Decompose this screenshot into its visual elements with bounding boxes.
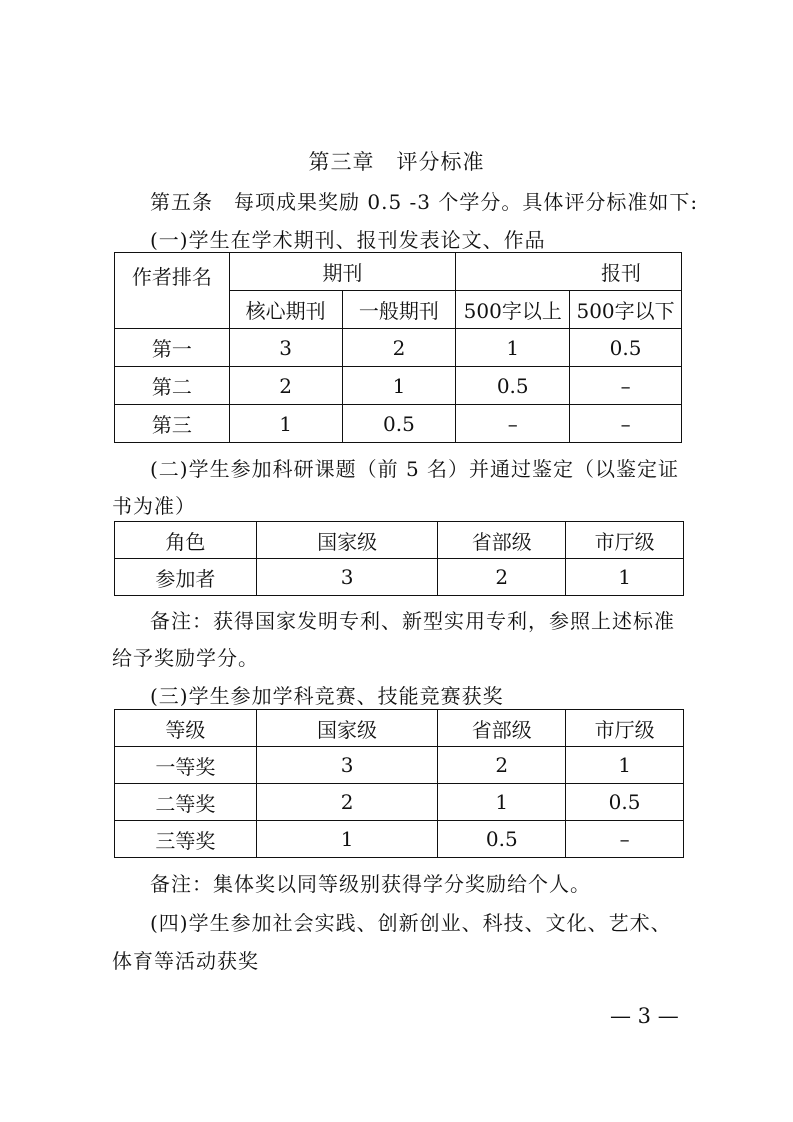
over-500-words-header: 500字以上 (456, 291, 570, 329)
table-cell: – (566, 821, 684, 858)
table-header-row (115, 710, 684, 747)
table-cell: 二等奖 (115, 784, 257, 821)
table-cell: 2 (438, 747, 566, 784)
table-row (115, 405, 682, 443)
journal-group-header: 期刊 (229, 253, 456, 291)
table-cell: 0.5 (438, 821, 566, 858)
table-cell: 1 (456, 329, 570, 367)
chapter-heading: 第三章 评分标准 (308, 150, 485, 174)
table-row (115, 559, 684, 596)
table-cell: 3 (256, 747, 438, 784)
table-cell: 第一 (115, 329, 230, 367)
table-row (115, 821, 684, 858)
table-cell: 1 (256, 821, 438, 858)
page-number: — 3 — (610, 1004, 679, 1028)
core-journal-header: 核心期刊 (229, 291, 342, 329)
section-4-title-line-2: 体育等活动获奖 (112, 949, 259, 973)
table-cell: 参加者 (115, 559, 257, 596)
table-cell: 第二 (115, 367, 230, 405)
table-cell: – (456, 405, 570, 443)
table-cell: 1 (566, 559, 684, 596)
table-cell: – (570, 405, 682, 443)
journal-publication-table (114, 252, 682, 443)
grade-header: 等级 (115, 710, 257, 747)
competition-award-table (114, 709, 684, 858)
provincial-level-header: 省部级 (438, 522, 566, 559)
author-rank-header: 作者排名 (115, 253, 230, 329)
table-cell: 2 (342, 329, 456, 367)
section-4-title-line-1: (四)学生参加社会实践、创新创业、科技、文化、艺术、 (150, 911, 672, 935)
table-cell: – (570, 367, 682, 405)
research-project-table (114, 521, 684, 596)
municipal-level-header: 市厅级 (566, 710, 684, 747)
table-cell: 0.5 (456, 367, 570, 405)
section-1-title: (一)学生在学术期刊、报刊发表论文、作品 (150, 228, 546, 252)
role-header: 角色 (115, 522, 257, 559)
table-row (115, 747, 684, 784)
section-2-title-line-1: (二)学生参加科研课题（前 5 名）并通过鉴定（以鉴定证 (150, 457, 680, 481)
table-row (115, 784, 684, 821)
table-cell: 1 (342, 367, 456, 405)
article-5-text: 第五条 每项成果奖励 0.5 -3 个学分。具体评分标准如下: (150, 190, 699, 214)
table-cell: 2 (229, 367, 342, 405)
table-header-row (115, 522, 684, 559)
table-cell: 1 (566, 747, 684, 784)
table-cell: 0.5 (566, 784, 684, 821)
table-row (115, 367, 682, 405)
table-cell: 1 (229, 405, 342, 443)
table-cell: 1 (438, 784, 566, 821)
table-cell: 3 (256, 559, 438, 596)
table-cell: 三等奖 (115, 821, 257, 858)
section-2-note-line-2: 给予奖励学分。 (112, 646, 259, 670)
national-level-header: 国家级 (256, 710, 438, 747)
table-cell: 2 (438, 559, 566, 596)
provincial-level-header: 省部级 (438, 710, 566, 747)
section-3-note: 备注：集体奖以同等级别获得学分奖励给个人。 (150, 872, 591, 896)
table-row (115, 329, 682, 367)
section-2-title-line-2: 书为准） (112, 494, 196, 518)
general-journal-header: 一般期刊 (342, 291, 456, 329)
table-cell: 3 (229, 329, 342, 367)
section-3-title: (三)学生参加学科竞赛、技能竞赛获奖 (150, 684, 504, 708)
table-cell: 0.5 (342, 405, 456, 443)
table-cell: 一等奖 (115, 747, 257, 784)
under-500-words-header: 500字以下 (570, 291, 682, 329)
newspaper-group-header: 报刊 (456, 253, 682, 291)
table-cell: 2 (256, 784, 438, 821)
municipal-level-header: 市厅级 (566, 522, 684, 559)
table-cell: 第三 (115, 405, 230, 443)
national-level-header: 国家级 (256, 522, 438, 559)
table-cell: 0.5 (570, 329, 682, 367)
section-2-note-line-1: 备注：获得国家发明专利、新型实用专利，参照上述标准 (150, 609, 675, 633)
